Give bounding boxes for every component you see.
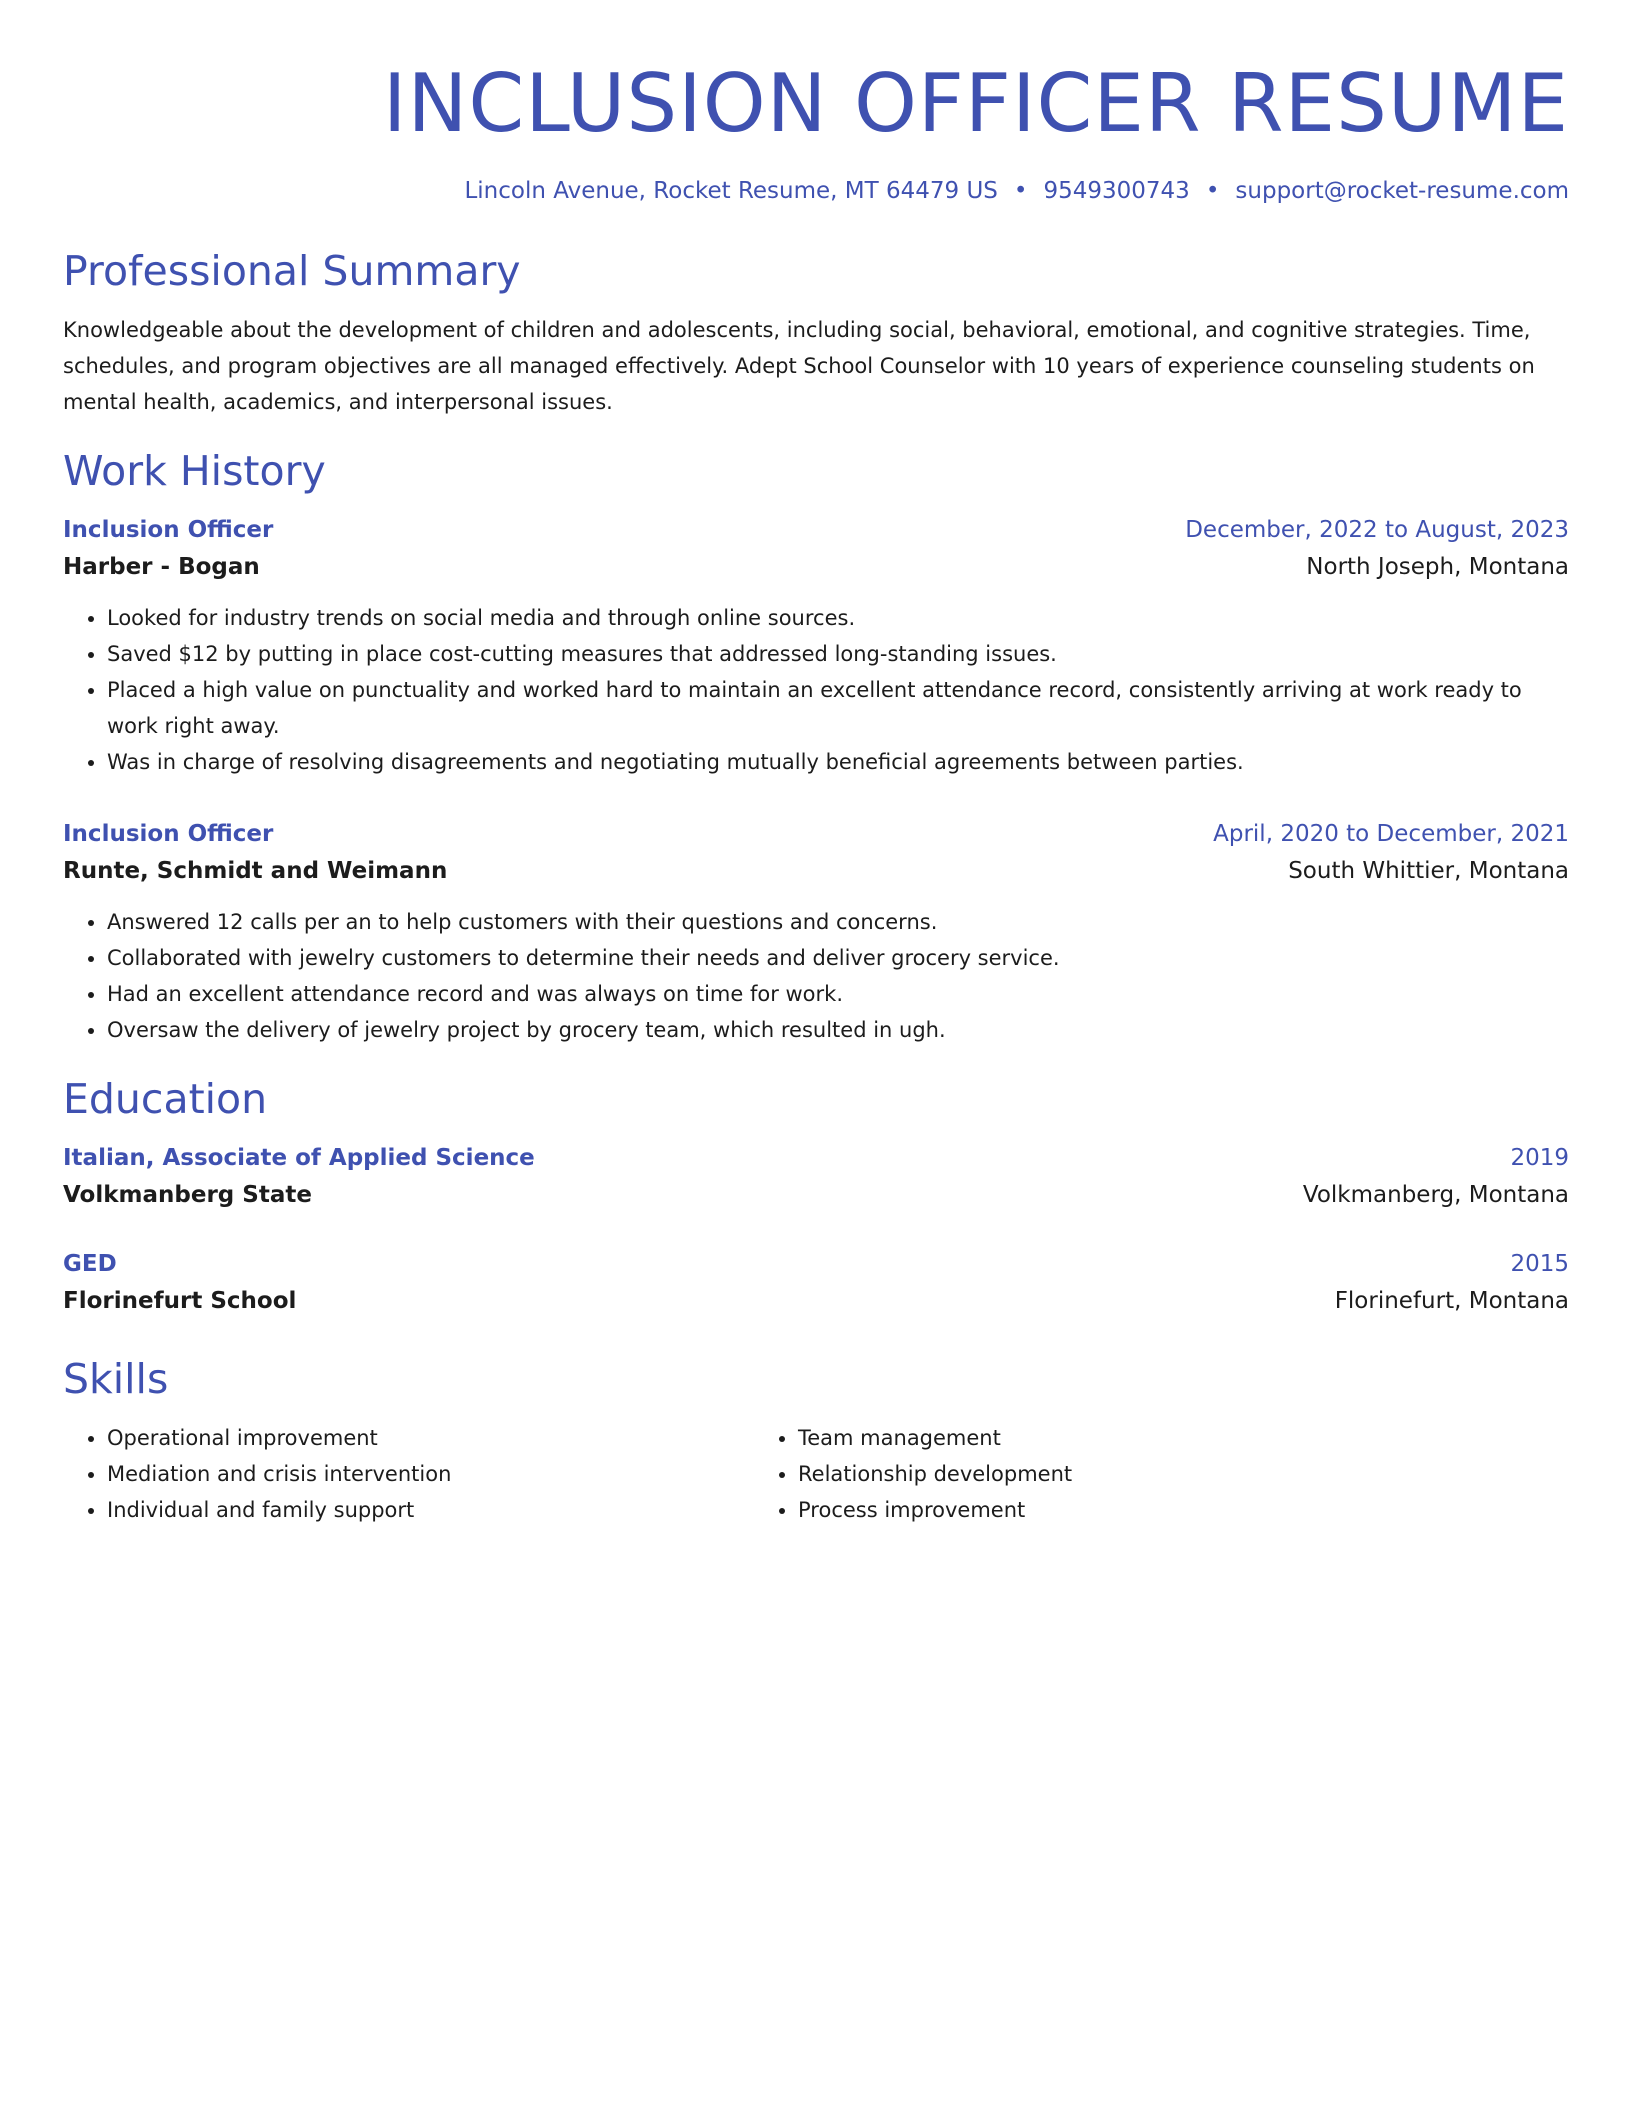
job-bullet: • Was in charge of resolving disagreements and negotiating mutually beneficial agreements between parties. xyxy=(107,744,1569,780)
skill-item: • Operational improvement xyxy=(107,1420,754,1456)
job-company-row xyxy=(63,548,1569,586)
job-header-row xyxy=(63,512,1569,548)
job-company: Harber - Bogan xyxy=(63,554,260,580)
skill-item: • Individual and family support xyxy=(107,1492,754,1528)
education-school: Florinefurt School xyxy=(63,1288,297,1314)
resume-header xyxy=(63,0,1569,206)
job-bullet: • Answered 12 calls per an to help customers with their questions and concerns. xyxy=(107,904,1569,940)
job-bullets xyxy=(63,904,1569,1048)
skills-list-right xyxy=(754,1420,1072,1528)
job-role: Inclusion Officer xyxy=(63,517,274,543)
contact-address: Lincoln Avenue, Rocket Resume, MT 64479 US xyxy=(464,178,998,204)
skill-item: • Relationship development xyxy=(798,1456,1072,1492)
skill-item: • Mediation and crisis intervention xyxy=(107,1456,754,1492)
job-bullet: • Oversaw the delivery of jewelry project by grocery team, which resulted in ugh. xyxy=(107,1012,1569,1048)
education-school: Volkmanberg State xyxy=(63,1182,312,1208)
education-school-row xyxy=(63,1176,1569,1214)
education-school-row xyxy=(63,1282,1569,1320)
job-dates: April, 2020 to December, 2021 xyxy=(1213,821,1569,847)
education-degree: Italian, Associate of Applied Science xyxy=(63,1145,535,1171)
education-location: Florinefurt, Montana xyxy=(1334,1288,1569,1314)
resume-title: INCLUSION OFFICER RESUME xyxy=(382,57,1569,150)
section-title-summary: Professional Summary xyxy=(63,247,521,295)
job-bullet: • Saved $12 by putting in place cost-cutting measures that addressed long-standing issues. xyxy=(107,636,1569,672)
job-bullet: • Looked for industry trends on social media and through online sources. xyxy=(107,600,1569,636)
job-role: Inclusion Officer xyxy=(63,821,274,847)
contact-line xyxy=(63,176,1569,206)
summary-section xyxy=(63,246,1569,420)
section-title-skills: Skills xyxy=(63,1355,169,1403)
skills-section xyxy=(63,1354,1569,1528)
job-company: Runte, Schmidt and Weimann xyxy=(63,858,448,884)
education-section xyxy=(63,1074,1569,1320)
job-header-row xyxy=(63,816,1569,852)
contact-separator: • xyxy=(1013,178,1028,204)
work-history-section xyxy=(63,446,1569,1048)
section-title-education: Education xyxy=(63,1075,268,1123)
job-entry xyxy=(63,816,1569,1048)
job-location: South Whittier, Montana xyxy=(1288,858,1569,884)
job-dates: December, 2022 to August, 2023 xyxy=(1185,517,1569,543)
education-entry xyxy=(63,1246,1569,1320)
skill-item: • Process improvement xyxy=(798,1492,1072,1528)
contact-email: support@rocket-resume.com xyxy=(1235,178,1569,204)
summary-text: Knowledgeable about the development of children and adolescents, including social, behavioral, emotional, and cognitive strategies. Time, schedules, and program objectives are all managed effectively. Adept School Counselor with 10 years of experience counseling students on mental health, academics, and interpersonal issues. xyxy=(63,318,1535,414)
section-title-work-history: Work History xyxy=(63,447,326,495)
job-location: North Joseph, Montana xyxy=(1306,554,1569,580)
job-bullet: • Collaborated with jewelry customers to determine their needs and deliver grocery service. xyxy=(107,940,1569,976)
education-header-row xyxy=(63,1246,1569,1282)
job-bullets xyxy=(63,600,1569,780)
education-degree: GED xyxy=(63,1251,117,1277)
job-bullet: • Placed a high value on punctuality and worked hard to maintain an excellent attendance record, consistently arriving at work ready to work right away. xyxy=(107,672,1569,744)
skills-list-left xyxy=(63,1420,754,1528)
education-year: 2019 xyxy=(1510,1145,1569,1171)
education-entry xyxy=(63,1140,1569,1214)
contact-phone: 9549300743 xyxy=(1043,178,1190,204)
education-location: Volkmanberg, Montana xyxy=(1302,1182,1569,1208)
skill-item: • Team management xyxy=(798,1420,1072,1456)
education-year: 2015 xyxy=(1510,1251,1569,1277)
job-bullet: • Had an excellent attendance record and was always on time for work. xyxy=(107,976,1569,1012)
job-entry xyxy=(63,512,1569,780)
skills-columns xyxy=(63,1420,1569,1528)
job-company-row xyxy=(63,852,1569,890)
education-header-row xyxy=(63,1140,1569,1176)
contact-separator: • xyxy=(1205,178,1220,204)
